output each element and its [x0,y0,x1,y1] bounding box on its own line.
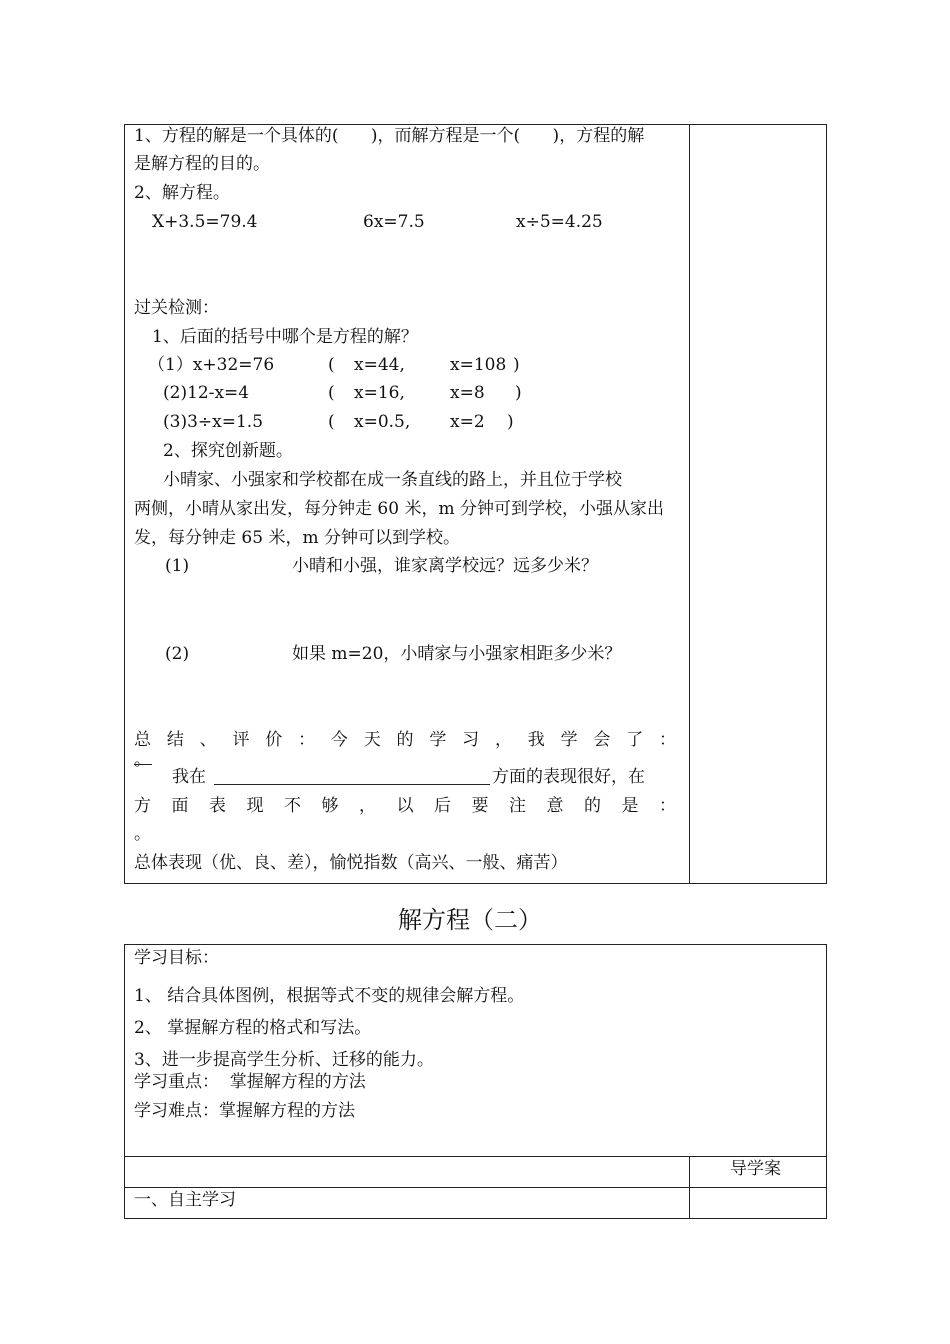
goals-title: 学习目标： [134,948,219,968]
summary-char: 我 [527,730,545,750]
goal-1: 1、 结合具体图例，根据等式不变的规律会解方程。 [134,986,525,1006]
sub-question-2-number: (2) [165,644,190,664]
summary-char: ： [659,730,676,750]
lack-dot: 。 [134,824,151,844]
check-item-option-b: x=2 [450,412,485,432]
check-item-option-b: x=8 [450,383,485,403]
page-title: 解方程（二） [398,906,542,934]
check-item-label: （1）x+32=76 [148,355,275,375]
check-question-1: 1、后面的括号中哪个是方程的解？ [152,327,418,347]
check-item-label: (2)12-x=4 [163,383,250,403]
summary-char: 天 [363,730,381,750]
lack-char: 面 [171,796,189,816]
summary-char: 评 [232,730,250,750]
lack-char: ： [659,796,676,816]
check-title: 过关检测： [134,298,219,318]
performance-suffix: 方面的表现很好，在 [492,767,645,787]
check-item-open: ( [328,355,335,375]
lack-char: 方 [134,796,151,816]
check-item-close: ) [513,355,520,375]
question-1-line-1: 1、方程的解是一个具体的( )，而解方程是一个( )，方程的解 [134,126,645,146]
check-item-option-b: x=108 [450,355,507,375]
story-line-1: 小晴家、小强家和学校都在成一条直线的路上，并且位于学校 [163,470,622,490]
performance-prefix: 我在 [172,767,206,787]
lack-char: 意 [546,796,564,816]
check-item-open: ( [328,383,335,403]
summary-char: 学 [429,730,447,750]
performance-blank[interactable] [214,784,490,785]
story-line-3: 发，每分钟走 65 米，m 分钟可以到学校。 [134,528,460,548]
guide-header: 导学案 [730,1159,781,1179]
lack-char: 不 [284,796,301,816]
summary-answer-line [134,764,152,765]
goal-2: 2、 掌握解方程的格式和写法。 [134,1018,372,1038]
explore-title: 2、探究创新题。 [163,441,293,461]
difficulty: 学习难点：掌握解方程的方法 [134,1101,355,1121]
summary-char: ： [298,730,316,750]
equation-2: 6x=7.5 [363,212,425,232]
table-row-divider [124,1156,827,1157]
lack-char: 的 [584,796,601,816]
summary-char: 、 [199,730,217,750]
key-point: 学习重点： 掌握解方程的方法 [134,1072,366,1092]
check-item-option-a: x=16, [354,383,405,403]
summary-char: ， [494,730,512,750]
equation-3: x÷5=4.25 [516,212,603,232]
goal-3: 3、进一步提高学生分析、迁移的能力。 [134,1050,434,1070]
lack-char: 要 [471,796,489,816]
question-1-line-2: 是解方程的目的。 [134,154,270,174]
lack-char: 表 [209,796,226,816]
summary-char: 结 [166,730,184,750]
lack-char: 注 [509,796,526,816]
table-row-divider [124,1187,827,1188]
check-item-close: ) [515,383,522,403]
sub-question-2-text: 如果 m=20，小晴家与小强家相距多少米？ [292,644,622,664]
summary-dot: 。 [134,750,151,770]
self-study-title: 一、自主学习 [134,1190,236,1210]
overall-rating: 总体表现（优、良、差），愉悦指数（高兴、一般、痛苦） [134,853,568,873]
summary-char: 习 [462,730,480,750]
sub-question-1-number: (1) [165,556,190,576]
check-item-label: (3)3÷x=1.5 [163,412,264,432]
table-column-divider [689,1156,690,1219]
summary-char: 学 [560,730,578,750]
lack-char: 以 [396,796,414,816]
check-item-open: ( [328,412,335,432]
summary-char: 今 [330,730,348,750]
table-divider [689,124,690,884]
summary-char: 总 [134,730,151,750]
equation-1: X+3.5=79.4 [152,212,258,232]
sub-question-1-text: 小晴和小强，谁家离学校远？远多少米？ [292,556,598,576]
check-item-option-a: x=0.5, [354,412,411,432]
summary-line [134,730,676,750]
story-line-2: 两侧，小晴从家出发，每分钟走 60 米，m 分钟可到学校，小强从家出 [134,499,664,519]
question-2: 2、解方程。 [134,183,230,203]
summary-char: 的 [396,730,414,750]
lack-char: 够 [321,796,339,816]
lack-char: 后 [434,796,451,816]
lack-char: 现 [246,796,264,816]
lack-line [134,796,676,816]
check-item-close: ) [507,412,514,432]
lack-char: ， [359,796,376,816]
lack-char: 是 [621,796,639,816]
check-item-option-a: x=44, [354,355,405,375]
summary-char: 会 [593,730,611,750]
summary-char: 价 [265,730,283,750]
summary-char: 了 [626,730,644,750]
